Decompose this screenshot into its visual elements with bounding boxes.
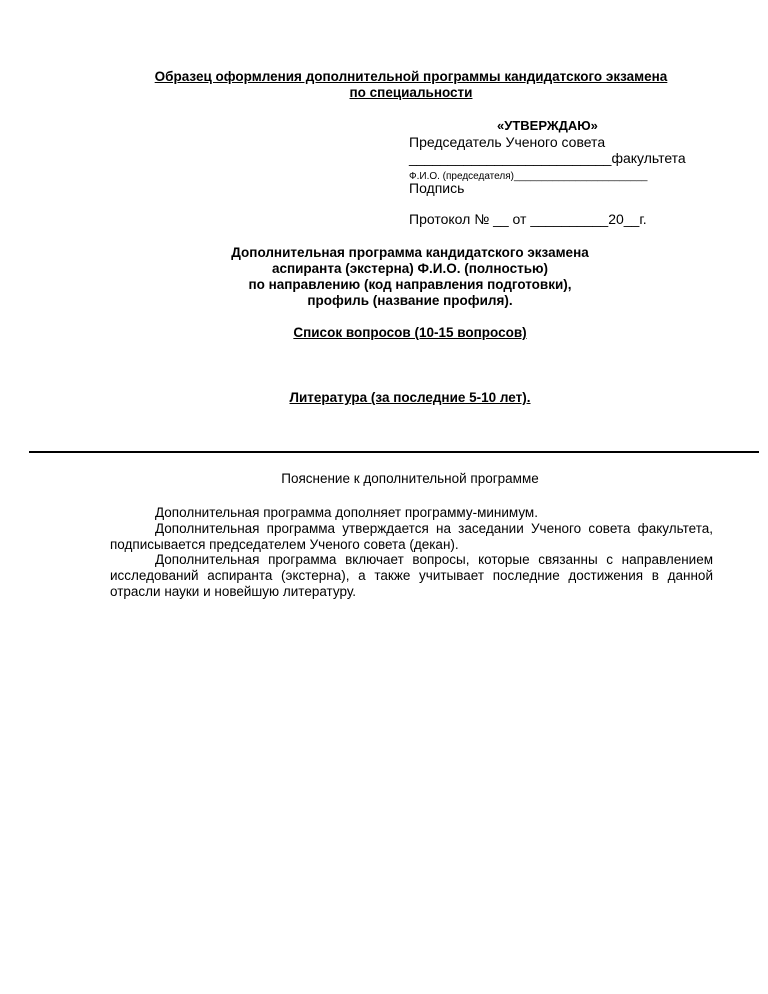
approval-protocol: Протокол № __ от __________20__г. — [409, 211, 647, 227]
explanation-paragraph-3: Дополнительная программа включает вопросы, которые связанны с направлением исследований аспиранта (экстерна), а также учитывает последние достижения в данной отрасли науки и новейшую литературу. — [110, 552, 713, 599]
literature-heading: Литература (за последние 5-10 лет). — [289, 390, 531, 405]
program-line2: аспиранта (экстерна) Ф.И.О. (полностью) — [271, 261, 549, 276]
horizontal-divider — [29, 451, 759, 453]
approval-chairman: Председатель Ученого совета — [409, 134, 606, 150]
questions-heading: Список вопросов (10-15 вопросов) — [293, 325, 527, 340]
approval-heading: «УТВЕРЖДАЮ» — [497, 118, 598, 133]
explanation-heading: Пояснение к дополнительной программе — [281, 471, 539, 486]
approval-fio: Ф.И.О. (председателя)________________________ — [409, 171, 648, 182]
approval-faculty: __________________________факультета — [409, 150, 686, 166]
approval-signature: Подпись — [409, 180, 465, 196]
program-line4: профиль (название профиля). — [307, 293, 513, 308]
document-title-line2: по специальности — [349, 85, 473, 100]
explanation-paragraph-1: Дополнительная программа дополняет программу-минимум. — [155, 505, 538, 520]
program-line1: Дополнительная программа кандидатского экзамена — [231, 245, 589, 260]
program-line3: по направлению (код направления подготовки), — [248, 277, 572, 292]
explanation-paragraph-2: Дополнительная программа утверждается на заседании Ученого совета факультета, подписывается председателем Ученого совета (декан). — [110, 521, 713, 552]
document-title-line1: Образец оформления дополнительной программы кандидатского экзамена — [154, 69, 668, 84]
